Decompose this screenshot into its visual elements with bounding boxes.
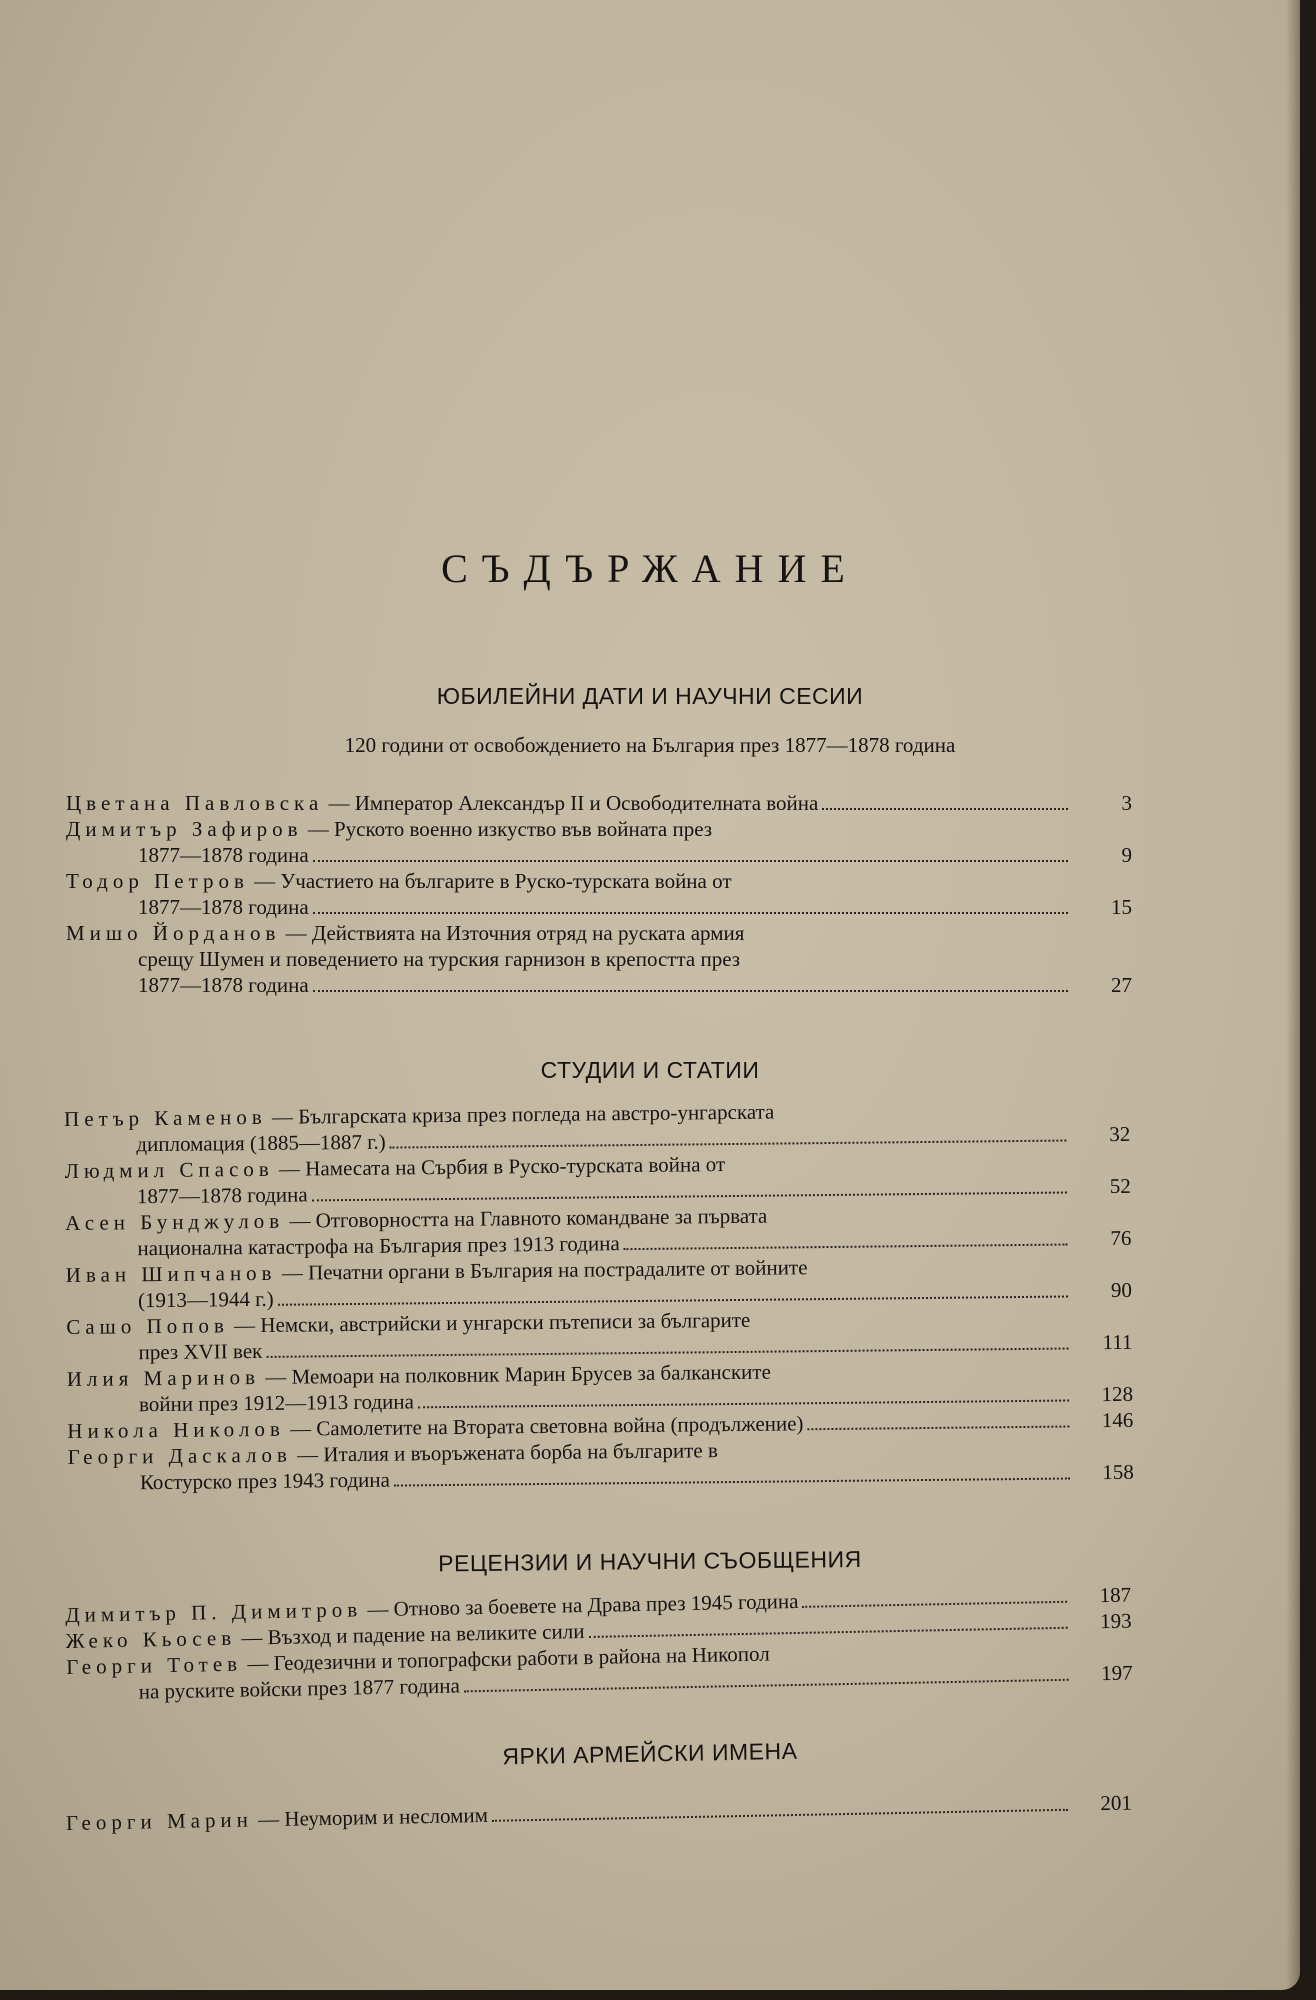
entry-title: — Геодезични и топографски работи в района на Никопол [247, 1641, 770, 1676]
entry-title: — Българската криза през погледа на австро-унгарската [271, 1099, 775, 1129]
leader-dots [808, 1425, 1070, 1430]
section-heading-reviews: РЕЦЕНЗИИ И НАУЧНИ СЪОБЩЕНИЯ [438, 1545, 862, 1577]
entry-title: — Намесата на Сърбия в Руско-турската война от [278, 1152, 726, 1181]
entry-page-number: 3 [1121, 791, 1132, 815]
entry-title: — Печатни органи в България на пострадалите от войните [281, 1255, 808, 1285]
leader-dots [492, 1809, 1068, 1822]
entry-page-number: 52 [1109, 1173, 1131, 1199]
toc-list-army-names [66, 1790, 1132, 1836]
section-heading-jubilee: ЮБИЛЕЙНИ ДАТИ И НАУЧНИ СЕСИИ [436, 683, 864, 709]
entry-page-number: 90 [1110, 1277, 1133, 1303]
leader-dots [313, 860, 1068, 862]
toc-entry [66, 790, 1132, 816]
entry-title-continued: на руските войски през 1877 година [138, 1673, 461, 1704]
entry-page-number: 158 [1102, 1459, 1134, 1485]
entry-title: — Възход и падение на великите сили [241, 1619, 585, 1650]
toc-entry [67, 1433, 1133, 1496]
section-subheading: 120 години от освобождението на България през 1877—1878 година [344, 733, 956, 757]
entry-title: — Италия и въоръжената борба на българите в [296, 1438, 718, 1467]
entry-title-continued: през XVII век [138, 1338, 263, 1365]
entry-title-continued: Костурско през 1943 година [139, 1467, 391, 1495]
toc-list-jubilee [66, 790, 1132, 998]
toc-entry [66, 868, 1132, 920]
toc-entry [66, 816, 1132, 868]
toc-entry [66, 920, 1132, 998]
entry-page-number: 27 [1111, 973, 1132, 997]
entry-page-number: 193 [1099, 1608, 1132, 1634]
leader-dots [464, 1679, 1069, 1693]
page-title: СЪДЪРЖАНИЕ [441, 546, 859, 591]
entry-title-continued: (1913—1944 г.) [137, 1286, 274, 1313]
entry-title-continued: национална катастрофа на България през 1913 година [137, 1231, 620, 1261]
entry-author: Цветана Павловска [66, 791, 324, 815]
entry-page-number: 197 [1100, 1660, 1133, 1686]
leader-dots [418, 1400, 1069, 1409]
page-edge-shadow [1286, 0, 1300, 1990]
entry-title-continued: 1877—1878 година [138, 973, 309, 997]
entry-page-number: 187 [1099, 1582, 1132, 1608]
entry-author: Димитър Зафиров [66, 817, 303, 841]
entry-author: Петър Каменов [63, 1104, 267, 1132]
entry-page-number: 128 [1101, 1381, 1134, 1407]
entry-author: Иван Шипчанов [65, 1260, 277, 1288]
entry-page-number: 9 [1121, 843, 1132, 867]
entry-page-number: 76 [1110, 1225, 1132, 1251]
entry-author: Илия Маринов [66, 1364, 261, 1391]
entry-author: Тодор Петров [66, 869, 249, 893]
entry-title: — Руското военно изкуство във войната през [307, 817, 713, 841]
entry-author: Георги Даскалов [67, 1442, 292, 1469]
entry-author: Жеко Кьосев [65, 1625, 237, 1654]
entry-author: Георги Марин [65, 1807, 254, 1835]
toc-list-studies [64, 1095, 1134, 1496]
entry-title-continued: 1877—1878 година [138, 895, 309, 919]
entry-title: — Мемоари на полковник Марин Брусев за балканските [265, 1359, 771, 1389]
entry-title-continued: дипломация (1885—1887 г.) [136, 1129, 386, 1157]
section-heading-studies: СТУДИИ И СТАТИИ [540, 1057, 760, 1083]
entry-author: Сашо Попов [66, 1313, 229, 1339]
leader-dots [803, 1601, 1068, 1608]
entry-author: Димитър П. Димитров [65, 1597, 363, 1628]
entry-page-number: 111 [1102, 1329, 1133, 1355]
leader-dots [313, 990, 1068, 992]
section-heading-army-names: ЯРКИ АРМЕЙСКИ ИМЕНА [502, 1737, 798, 1770]
toc-entry [66, 1790, 1132, 1836]
entry-title-continued: срещу Шумен и поведението на турския гарнизон в крепостта през [138, 947, 741, 971]
entry-title: — Отговорността на Главното командване за първата [289, 1203, 768, 1233]
entry-title-continued: войни през 1912—1913 година [138, 1389, 415, 1417]
leader-dots [390, 1140, 1067, 1149]
leader-dots [394, 1477, 1070, 1486]
leader-dots [624, 1244, 1068, 1251]
entry-author: Мишо Йорданов [66, 921, 281, 945]
entry-title: — Император Александър II и Освободителната война [328, 791, 819, 815]
entry-title: — Действията на Източния отряд на руската армия [285, 921, 745, 945]
entry-page-number: 15 [1111, 895, 1132, 919]
entry-title: — Немски, австрийски и унгарски пътеписи за българите [233, 1307, 751, 1338]
entry-page-number: 201 [1100, 1790, 1133, 1816]
entry-title: — Отново за боевете на Драва през 1945 година [367, 1588, 799, 1622]
entry-author: Людмил Спасов [64, 1156, 274, 1184]
entry-author: Георги Тотев [66, 1651, 243, 1679]
entry-title-continued: 1877—1878 година [138, 843, 309, 867]
entry-author: Асен Бунджулов [65, 1208, 285, 1236]
entry-title: — Самолетите на Втората световна война (продължение) [289, 1411, 804, 1441]
leader-dots [313, 912, 1068, 914]
leader-dots [822, 808, 1068, 810]
entry-author: Никола Николов [67, 1416, 285, 1443]
entry-title-continued: 1877—1878 година [136, 1182, 308, 1209]
entry-page-number: 32 [1109, 1121, 1131, 1147]
entry-title: — Участието на българите в Руско-турската война от [254, 869, 732, 893]
entry-title: — Неуморим и несломим [257, 1802, 489, 1832]
entry-page-number: 146 [1101, 1407, 1134, 1433]
toc-list-reviews [65, 1582, 1133, 1706]
